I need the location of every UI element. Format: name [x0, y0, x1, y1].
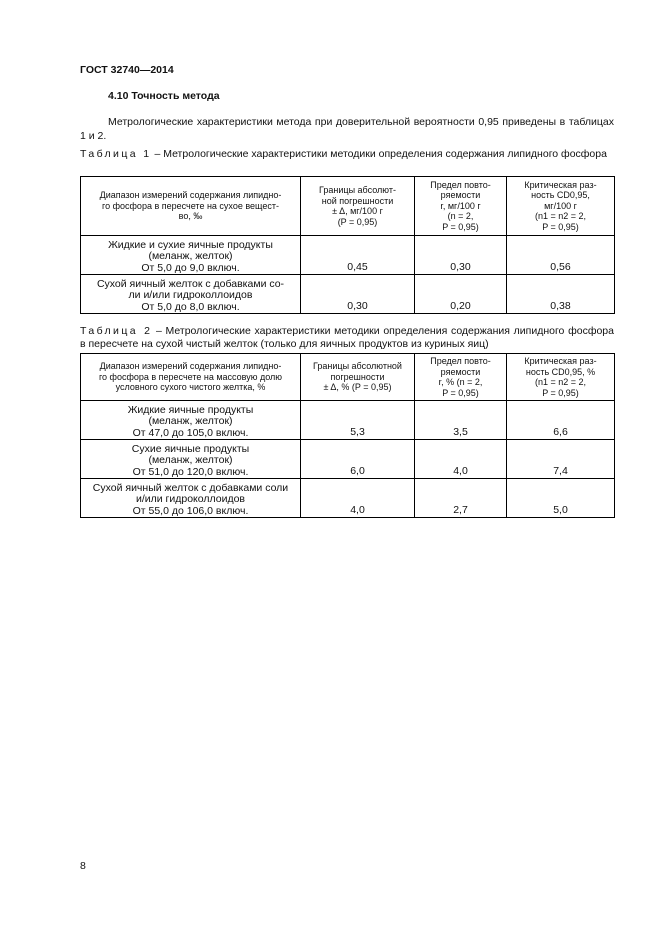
- table2-header-range: [81, 354, 301, 401]
- repeatability-cell: 2,7: [415, 479, 507, 518]
- header-line: ность CD0,95, %: [525, 366, 596, 377]
- header-line: ± Δ, % (P = 0,95): [323, 382, 392, 393]
- range-line: От 47,0 до 105,0 включ.: [132, 426, 249, 439]
- critical-diff-cell: 7,4: [507, 440, 615, 479]
- table1-header-range: [81, 177, 301, 236]
- header-line: условного сухого чистого желтка, %: [115, 382, 266, 393]
- range-line: От 5,0 до 9,0 включ.: [141, 261, 240, 274]
- range-cell: [81, 401, 301, 440]
- range-cell: [81, 440, 301, 479]
- header-line: ной погрешности: [321, 195, 394, 206]
- abs-error-cell: 5,3: [301, 401, 415, 440]
- abs-error-cell: 4,0: [301, 479, 415, 518]
- header-line: Предел повто-: [430, 179, 491, 190]
- range-line: (меланж, желток): [148, 454, 233, 466]
- header-line: (P = 0,95): [337, 216, 378, 227]
- header-line: во, ‰: [178, 211, 203, 222]
- header-line: ± Δ, мг/100 г: [332, 206, 383, 216]
- range-line: Сухие яичные продукты: [131, 442, 250, 455]
- header-line: ряемости: [440, 190, 481, 201]
- header-line: Предел повто-: [430, 356, 491, 366]
- range-line: ли и/или гидроколлоидов: [128, 289, 253, 301]
- range-line: (меланж, желток): [148, 250, 233, 262]
- header-line: го фосфора в пересчете на сухое вещест-: [102, 200, 279, 211]
- header-line: Диапазон измерений содержания липидно-: [99, 190, 282, 201]
- header-line: погрешности: [330, 371, 385, 382]
- range-line: Сухой яичный желток с добавками со-: [96, 277, 285, 290]
- table2-caption: [80, 325, 614, 351]
- table1-header-critical-diff: [507, 177, 615, 236]
- header-line: (n1 = n2 = 2,: [534, 211, 587, 222]
- repeatability-cell: 0,20: [415, 275, 507, 314]
- header-line: r, мг/100 г: [440, 200, 481, 211]
- header-line: P = 0,95): [542, 221, 579, 232]
- abs-error-cell: 6,0: [301, 440, 415, 479]
- header-line: P = 0,95): [542, 387, 579, 398]
- table2-header-abs-error: [301, 354, 415, 401]
- table-row: [81, 440, 615, 479]
- section-title: 4.10 Точность метода: [108, 90, 220, 102]
- header-line: (n = 2,: [447, 211, 474, 222]
- table-row: [81, 236, 615, 275]
- header-line: мг/100 г: [544, 200, 577, 211]
- header-line: r, % (n = 2,: [438, 377, 483, 387]
- table1-header-abs-error: [301, 177, 415, 236]
- critical-diff-cell: 0,56: [507, 236, 615, 275]
- range-line: Сухой яичный желток с добавками соли: [92, 481, 289, 494]
- page-number: 8: [80, 860, 86, 872]
- header-line: Границы абсолютной: [313, 361, 402, 372]
- range-cell: [81, 275, 301, 314]
- range-line: (меланж, желток): [148, 415, 233, 427]
- table-row: [81, 401, 615, 440]
- abs-error-cell: 0,45: [301, 236, 415, 275]
- critical-diff-cell: 5,0: [507, 479, 615, 518]
- header-line: Критическая раз-: [524, 356, 597, 366]
- header-line: P = 0,95): [442, 387, 479, 398]
- header-line: ряемости: [440, 366, 481, 377]
- table2: [80, 353, 615, 518]
- header-line: P = 0,95): [442, 221, 479, 232]
- repeatability-cell: 4,0: [415, 440, 507, 479]
- table-row: [81, 479, 615, 518]
- header-line: Критическая раз-: [524, 179, 597, 190]
- abs-error-cell: 0,30: [301, 275, 415, 314]
- table2-header-critical-diff: [507, 354, 615, 401]
- table1-caption-label: Таблица 1: [80, 148, 152, 160]
- repeatability-cell: 0,30: [415, 236, 507, 275]
- header-line: ность CD0,95,: [531, 190, 590, 201]
- table2-header-row: [81, 354, 615, 401]
- range-line: Жидкие и сухие яичные продукты: [108, 238, 273, 251]
- header-line: Диапазон измерений содержания липидно-: [99, 361, 282, 372]
- table1-header-row: [81, 177, 615, 236]
- table-row: [81, 275, 615, 314]
- range-cell: [81, 236, 301, 275]
- range-line: От 5,0 до 8,0 включ.: [141, 300, 240, 313]
- intro-paragraph: Метрологические характеристики метода при доверительной вероятности 0,95 приведены в таблицах 1 и 2.: [80, 116, 614, 142]
- header-line: го фосфора в пересчете на массовую долю: [98, 371, 283, 382]
- range-line: Жидкие яичные продукты: [127, 403, 254, 416]
- table1: [80, 176, 615, 314]
- range-line: От 51,0 до 120,0 включ.: [132, 465, 249, 478]
- table1-header-repeatability: [415, 177, 507, 236]
- table1-caption: [80, 148, 614, 161]
- header-line: Границы абсолют-: [319, 185, 396, 195]
- header-line: (n1 = n2 = 2,: [534, 377, 587, 387]
- range-cell: [81, 479, 301, 518]
- critical-diff-cell: 0,38: [507, 275, 615, 314]
- range-line: и/или гидроколлоидов: [136, 493, 245, 505]
- table2-caption-label: Таблица 2: [80, 325, 153, 337]
- table1-caption-text: – Метрологические характеристики методики определения содержания липидного фосфора: [151, 148, 607, 160]
- table2-header-repeatability: [415, 354, 507, 401]
- table2-caption-text: – Метрологические характеристики методики определения содержания липидного фосфора в пересчете на сухой чистый желток (только для яичных продуктов из куриных яиц): [80, 325, 614, 350]
- range-line: От 55,0 до 106,0 включ.: [132, 504, 249, 517]
- standard-header: ГОСТ 32740—2014: [80, 64, 174, 76]
- critical-diff-cell: 6,6: [507, 401, 615, 440]
- repeatability-cell: 3,5: [415, 401, 507, 440]
